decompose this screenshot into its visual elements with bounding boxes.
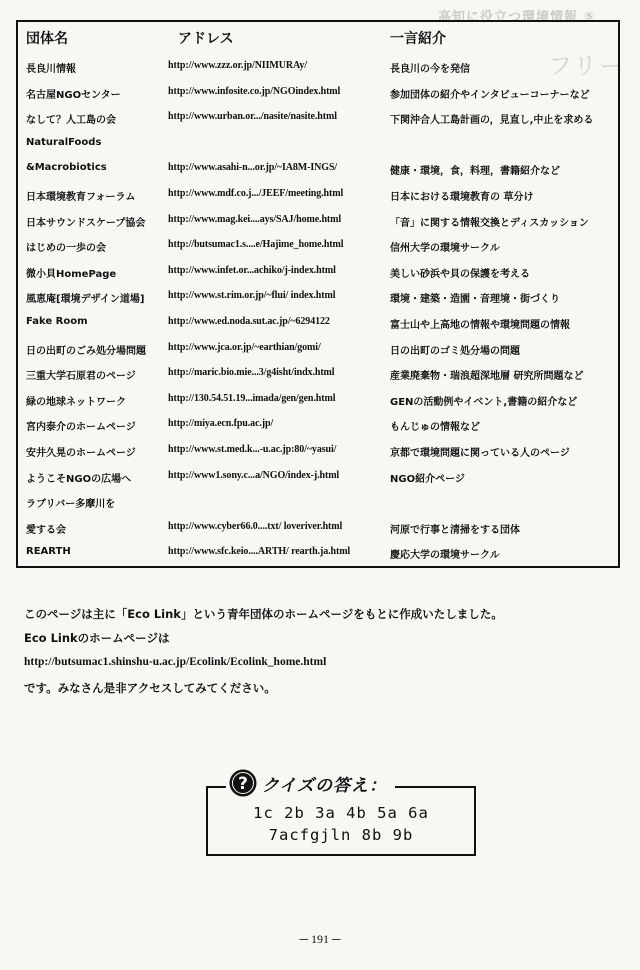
table-row	[18, 418, 618, 440]
table-row	[18, 111, 618, 133]
org-name: NaturalFoods	[26, 136, 102, 148]
org-description: 健康・環境，食，料理，書籍紹介など	[390, 166, 560, 178]
org-name: ようこそNGOの広場へ	[26, 473, 132, 485]
org-description: 日本における環境教育の 草分け	[390, 192, 534, 203]
table-row	[18, 367, 618, 389]
table-row	[18, 393, 618, 415]
org-url-link[interactable]: http://www.ed.noda.sut.ac.jp/~6294122	[168, 316, 330, 327]
org-url-link[interactable]: http://130.54.51.19...imada/gen/gen.html	[168, 392, 336, 404]
org-name: 日の出町のごみ処分場問題	[26, 345, 146, 357]
org-url-link[interactable]: http://www.st.rim.or.jp/~flui/ index.html	[168, 290, 336, 302]
org-name: 三重大学石原君のページ	[26, 371, 136, 383]
org-description: 河原で行事と清掃をする団体	[390, 524, 520, 536]
org-url-link[interactable]: http://www1.sony.c...a/NGO/index-j.html	[168, 469, 340, 481]
org-url-link[interactable]: http://www.zzz.or.jp/NIIMURAy/	[168, 60, 307, 71]
page-number: ─ 191 ─	[299, 932, 341, 946]
org-name: 愛する会	[26, 524, 66, 536]
quiz-answers-line-2: 7acfgjln 8b 9b	[268, 826, 414, 844]
quiz-title: クイズの答え：	[262, 775, 387, 796]
org-url-link[interactable]: http://www.st.med.k...-u.ac.jp:80/~yasui/	[168, 444, 337, 455]
org-url-link[interactable]: http://www.urban.or.../nasite/nasite.html	[168, 111, 337, 123]
table-row	[18, 239, 618, 261]
column-header-intro: 一言紹介	[390, 31, 446, 47]
table-row	[18, 521, 618, 543]
org-url-link[interactable]: http://maric.bio.mie...3/g4isht/indx.html	[168, 367, 335, 379]
bleedthrough-header: 高知に役立つ環境情報 ⑤	[438, 10, 596, 25]
table-row	[18, 214, 618, 236]
org-description: 慶応大学の環境サークル	[390, 550, 500, 562]
column-header-name: 団体名	[26, 31, 68, 47]
table-row	[18, 342, 618, 364]
svg-text:?: ?	[238, 774, 248, 794]
quiz-title-group	[226, 766, 395, 800]
org-description: 美しい砂浜や貝の保護を考える	[390, 268, 530, 280]
environmental-links-table	[16, 20, 620, 568]
org-url-link[interactable]: http://www.infet.or...achiko/j-index.html	[168, 264, 336, 276]
table-row	[18, 137, 618, 159]
footer-text-line-2: Eco Linkのホームページは	[24, 631, 170, 645]
org-url-link[interactable]: http://www.sfc.keio....ARTH/ rearth.ja.html	[168, 546, 351, 558]
org-description: 下関沖合人工島計画の，見直し,中止を求める	[390, 115, 594, 127]
table-row	[18, 316, 618, 338]
org-name: 風恵庵[環境デザイン道場]	[26, 294, 145, 306]
table-row	[18, 60, 618, 82]
org-name: なして？人工島の会	[26, 115, 116, 127]
org-description: 長良川の今を発信	[390, 64, 470, 75]
org-url-link[interactable]: http://www.infosite.co.jp/NGOindex.html	[168, 85, 341, 97]
org-description: 信州大学の環境サークル	[390, 243, 500, 255]
org-description: 富士山や上高地の情報や環境問題の情報	[390, 320, 570, 331]
question-mark-icon	[228, 768, 258, 798]
org-name: 宮内泰介のホームページ	[26, 422, 136, 434]
org-description: NGO紹介ページ	[390, 473, 465, 485]
org-url-link[interactable]: http://www.mdf.co.j.../JEEF/meeting.html	[168, 188, 344, 199]
table-row	[18, 470, 618, 492]
table-row	[18, 188, 618, 210]
org-url-link[interactable]: http://miya.ecn.fpu.ac.jp/	[168, 418, 274, 430]
table-row	[18, 444, 618, 466]
table-row	[18, 265, 618, 287]
column-header-address: アドレス	[178, 31, 234, 47]
org-description: 「音」に関する情報交換とディスカッション	[390, 217, 589, 229]
table-row	[18, 495, 618, 517]
org-description: 参加団体の紹介やインタビューコーナーなど	[390, 89, 590, 101]
org-url-link[interactable]: http://www.mag.kei....ays/SAJ/home.html	[168, 213, 342, 225]
ecolink-url-link[interactable]: http://butsumac1.shinshu-u.ac.jp/Ecolink/Ecolink_home.html	[24, 656, 327, 668]
table-row	[18, 290, 618, 312]
footer-text-line-1: このページは主に「Eco Link」という青年団体のホームページをもとに作成いたしました。	[24, 607, 503, 621]
org-description: 日の出町のゴミ処分場の問題	[390, 345, 520, 357]
org-url-link[interactable]: http://www.cyber66.0....txt/ loveriver.html	[168, 520, 343, 532]
org-name: 日本サウンドスケープ協会	[26, 217, 146, 229]
org-name: REARTH	[26, 546, 71, 558]
org-description: もんじゅの情報など	[390, 422, 480, 434]
table-row	[18, 546, 618, 568]
org-description: 京都で環境問題に関っている人のページ	[390, 448, 570, 459]
org-url-link[interactable]: http://www.asahi-n...or.jp/~IA8M-INGS/	[168, 162, 338, 174]
org-name: 緑の地球ネットワーク	[26, 396, 126, 408]
bleedthrough-title: フリー	[548, 52, 626, 80]
org-url-link[interactable]: http://www.jca.or.jp/~earthian/gomi/	[168, 341, 321, 353]
org-name: ラブリバー多摩川を	[26, 499, 116, 511]
org-description: GENの活動例やイベント,書籍の紹介など	[390, 396, 578, 408]
org-name: &Macrobiotics	[26, 162, 107, 174]
footer-text-line-4: です。みなさん是非アクセスしてみてください。	[24, 681, 276, 695]
org-name: Fake Room	[26, 316, 88, 327]
org-name: 安井久晃のホームページ	[26, 448, 136, 459]
org-url-link[interactable]: http://butsumac1.s....e/Hajime_home.html	[168, 239, 344, 251]
org-name: 日本環境教育フォーラム	[26, 192, 136, 203]
org-name: 微小貝HomePage	[26, 268, 117, 280]
table-row	[18, 86, 618, 108]
quiz-answers-line-1: 1c 2b 3a 4b 5a 6a	[253, 804, 429, 822]
org-name: 長良川情報	[26, 64, 76, 75]
org-description: 環境・建築・造園・音理境・街づくり	[390, 294, 560, 306]
org-description: 産業廃棄物・瑞浪超深地層 研究所問題など	[390, 371, 584, 383]
org-name: はじめの一歩の会	[26, 243, 106, 255]
table-row	[18, 162, 618, 184]
org-name: 名古屋NGOセンター	[26, 89, 121, 101]
